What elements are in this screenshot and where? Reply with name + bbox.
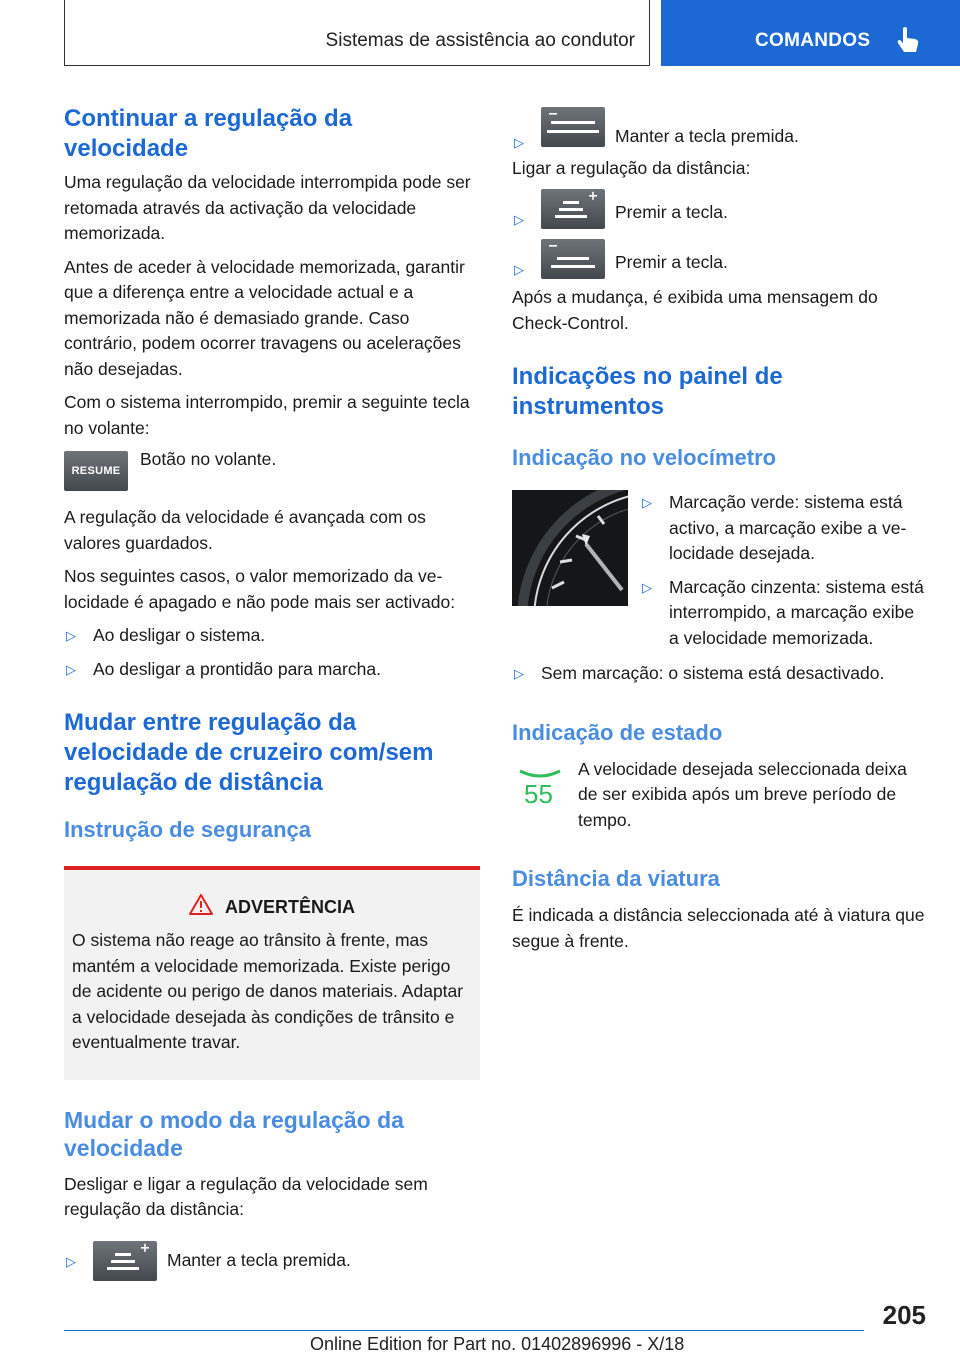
status-text: A velocidade desejada seleccionada deixa de ser exibida após um breve período de tempo. — [578, 758, 907, 830]
triangle-bullet-icon: ▷ — [66, 1253, 76, 1269]
list-item — [64, 623, 480, 649]
status-block — [512, 757, 928, 834]
distance-bars-plus-icon — [93, 1241, 157, 1281]
speedometer-block — [512, 490, 928, 651]
status-speed-value: 55 — [524, 778, 553, 809]
list-item — [640, 575, 928, 652]
distance-bars-icon — [541, 107, 605, 147]
paragraph: Ligar a regulação da distância: — [512, 157, 751, 178]
list-item — [640, 490, 928, 567]
paragraph: Com o sistema interrompido, premir a seguinte tecla no volante: — [64, 392, 470, 438]
paragraph: Nos seguintes casos, o valor memorizado da velocidade é apagado e não pode mais ser activado: — [64, 566, 456, 612]
speedometer-dial-icon — [512, 490, 628, 606]
warning-title-text: ADVERTÊNCIA — [224, 897, 355, 917]
list-item-text: Manter a tecla premida. — [167, 1249, 351, 1270]
hand-pointer-icon — [895, 26, 921, 54]
resume-caption: Botão no volante. — [140, 449, 277, 469]
triangle-bullet-icon: ▷ — [642, 495, 652, 510]
triangle-bullet-icon: ▷ — [514, 135, 524, 150]
page-number: 205 — [882, 1300, 926, 1330]
heading-status: Indicação de estado — [512, 719, 723, 745]
heading-speedometer: Indicação no velocímetro — [512, 445, 777, 470]
paragraph: É indicada a distância seleccionada até à viatura que segue à frente. — [512, 905, 925, 951]
resume-key-row — [64, 451, 480, 491]
heading-instruments: Indicações no painel de instrumentos — [512, 363, 783, 420]
list-item — [512, 661, 928, 687]
header-section-title: Sistemas de assistência ao condutor — [325, 30, 635, 51]
status-speed-icon — [512, 757, 568, 813]
resume-button-image: RESUME — [64, 451, 128, 491]
triangle-bullet-icon: ▷ — [514, 212, 524, 227]
heading-continue: Continuar a regulação da velocidade — [64, 105, 353, 162]
list-item — [512, 189, 928, 229]
list-item-text: Marcação verde: sistema está activo, a marcação exibe a velocidade desejada. — [669, 492, 907, 563]
list-item — [64, 657, 480, 683]
heading-mode: Mudar o modo da regulação da velocidade — [64, 1106, 404, 1161]
list-item-text: Ao desligar o sistema. — [93, 625, 266, 645]
list-item-text: Sem marcação: o sistema está desactivado. — [541, 663, 885, 683]
triangle-bullet-icon: ▷ — [66, 628, 76, 643]
distance-bars-minus-icon — [541, 239, 605, 279]
paragraph: Antes de aceder à velocidade memorizada, garantir que a diferença entre a velocidade actual e a memorizada não é demasiado grande. Caso contrário, podem ocorrer travagens ou acelerações não desejadas. — [64, 256, 465, 379]
distance-bars-plus-icon — [541, 189, 605, 229]
footer-divider — [64, 1330, 864, 1331]
list-item-text: Manter a tecla premida. — [615, 126, 799, 146]
triangle-bullet-icon: ▷ — [642, 579, 652, 595]
warning-text: O sistema não reage ao trânsito à frente, mas mantém a velocidade memorizada. Existe perigo de acidente ou perigo de danos materiais. Adaptar a velocidade desejada às condições de trânsito e eventualmente travar. — [72, 930, 464, 1052]
left-column — [64, 104, 480, 1281]
list-item-text: Premir a tecla. — [615, 252, 728, 273]
distance-minus-button-image — [541, 239, 605, 279]
distance-minus-button-image — [541, 107, 605, 147]
header-chapter-title: COMANDOS — [755, 30, 871, 51]
list-item-text: Premir a tecla. — [615, 202, 728, 223]
footer-edition: Online Edition for Part no. 01402896996 - X/18 — [310, 1334, 685, 1354]
heading-switch: Mudar entre regulação da velocidade de cruzeiro com/sem regulação de distância — [64, 709, 434, 796]
list-item — [512, 104, 928, 150]
list-item-text: Marcação cinzenta: sistema está interrompido, a marcação exibe a velocidade memorizada. — [669, 576, 924, 648]
warning-title — [72, 894, 472, 918]
triangle-bullet-icon: ▷ — [514, 666, 524, 681]
list-item — [512, 239, 928, 279]
heading-distance: Distância da viatura — [512, 866, 720, 891]
triangle-bullet-icon: ▷ — [514, 262, 524, 277]
paragraph: Após a mudança, é exibida uma mensagem do Check-Control. — [512, 287, 878, 333]
distance-plus-button-image — [93, 1241, 157, 1281]
speedometer-bullets — [640, 490, 928, 651]
header-chapter-tab — [661, 0, 960, 66]
warning-box — [64, 866, 480, 1080]
heading-safety: Instrução de segurança — [64, 817, 311, 842]
header-section-box — [64, 0, 650, 66]
paragraph: Desligar e ligar a regulação da velocidade sem regulação da distância: — [64, 1173, 428, 1219]
speedometer-image — [512, 490, 628, 606]
triangle-bullet-icon: ▷ — [66, 661, 76, 677]
right-column — [512, 104, 928, 954]
list-item-text: Ao desligar a prontidão para marcha. — [93, 658, 381, 679]
distance-plus-button-image — [541, 189, 605, 229]
paragraph: A regulação da velocidade é avançada com os valores guardados. — [64, 507, 426, 553]
list-item — [64, 1241, 480, 1281]
warning-triangle-icon — [189, 894, 213, 915]
paragraph: Uma regulação da velocidade interrompida pode ser retomada através da activação da velocidade memorizada. — [64, 172, 471, 243]
